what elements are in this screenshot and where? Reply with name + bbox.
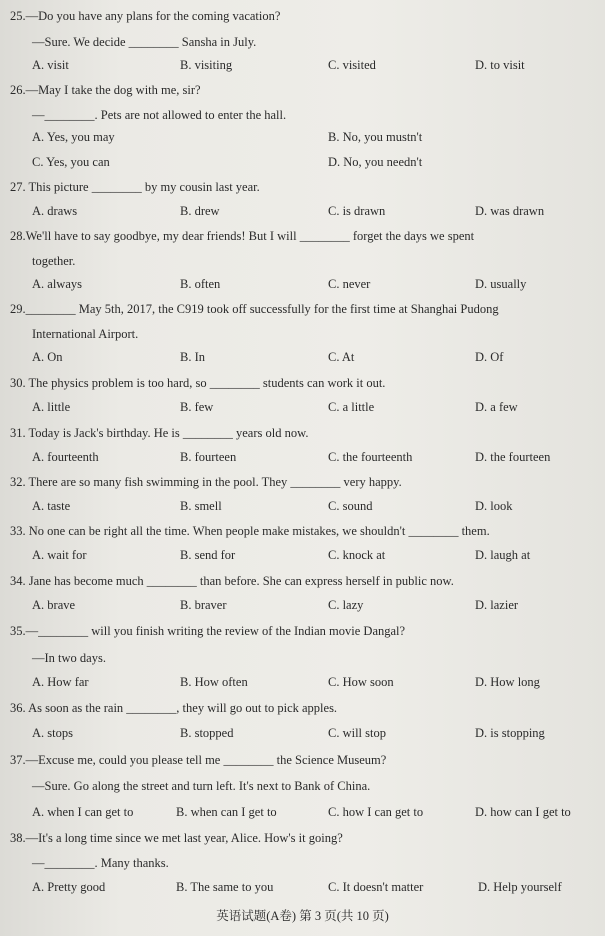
question-28-line-1: We'll have to say goodbye, my dear friends! But I will ________ forget the days we spent <box>25 229 475 243</box>
page-footer: 英语试题(A卷) 第 3 页(共 10 页) <box>216 909 389 923</box>
question-32-option-d[interactable]: D. look <box>475 499 513 513</box>
question-27-option-d[interactable]: D. was drawn <box>475 204 545 218</box>
question-29-stem: 29.________ May 5th, 2017, the C919 took off successfully for the first time at Shanghai Pudong <box>10 302 499 316</box>
question-30-option-b[interactable]: B. few <box>180 400 214 414</box>
question-26-line-1: —May I take the dog with me, sir? <box>25 83 201 97</box>
question-32-option-c[interactable]: C. sound <box>328 499 373 513</box>
question-26-option-d[interactable]: D. No, you needn't <box>328 155 423 169</box>
question-36-option-c[interactable]: C. will stop <box>328 726 386 740</box>
question-29-line-2: International Airport. <box>32 327 139 341</box>
question-29-option-c[interactable]: C. At <box>328 350 355 364</box>
question-36-option-d[interactable]: D. is stopping <box>475 726 545 740</box>
question-34-stem: 34. Jane has become much ________ than before. She can express herself in public now. <box>10 574 454 588</box>
question-29-option-b[interactable]: B. In <box>180 350 205 364</box>
question-38-option-c[interactable]: C. It doesn't matter <box>328 880 424 894</box>
question-36-line-1: As soon as the rain ________, they will go out to pick apples. <box>28 701 338 715</box>
question-30-option-d[interactable]: D. a few <box>475 400 518 414</box>
question-25-line-2: —Sure. We decide ________ Sansha in July. <box>32 35 257 49</box>
question-25-option-d[interactable]: D. to visit <box>475 58 525 72</box>
question-37-option-a[interactable]: A. when I can get to <box>32 805 134 819</box>
question-32-stem: 32. There are so many fish swimming in the pool. They ________ very happy. <box>10 475 402 489</box>
question-26-option-a[interactable]: A. Yes, you may <box>32 130 115 144</box>
question-26-option-c[interactable]: C. Yes, you can <box>32 155 110 169</box>
question-33-option-b[interactable]: B. send for <box>180 548 236 562</box>
question-28-option-b[interactable]: B. often <box>180 277 221 291</box>
question-38-line-2: —________. Many thanks. <box>32 856 169 870</box>
question-35-option-c[interactable]: C. How soon <box>328 675 394 689</box>
question-34-option-a[interactable]: A. brave <box>32 598 76 612</box>
question-31-option-a[interactable]: A. fourteenth <box>32 450 99 464</box>
question-35-line-1: —________ will you finish writing the review of the Indian movie Dangal? <box>25 624 406 638</box>
question-35-option-d[interactable]: D. How long <box>475 675 540 689</box>
question-33-option-c[interactable]: C. knock at <box>328 548 386 562</box>
question-35-option-a[interactable]: A. How far <box>32 675 89 689</box>
question-27-option-c[interactable]: C. is drawn <box>328 204 386 218</box>
question-28-option-c[interactable]: C. never <box>328 277 371 291</box>
question-27-line-1: This picture ________ by my cousin last year. <box>28 180 260 194</box>
question-27-stem: 27. This picture ________ by my cousin last year. <box>10 180 260 194</box>
question-25-line-1: —Do you have any plans for the coming vacation? <box>25 9 281 23</box>
question-29-option-a[interactable]: A. On <box>32 350 63 364</box>
question-37-line-2: —Sure. Go along the street and turn left. It's next to Bank of China. <box>32 779 371 793</box>
question-32-option-a[interactable]: A. taste <box>32 499 71 513</box>
question-33-stem: 33. No one can be right all the time. When people make mistakes, we shouldn't ________ them. <box>10 524 490 538</box>
question-37-option-c[interactable]: C. how I can get to <box>328 805 424 819</box>
question-30-line-1: The physics problem is too hard, so ________ students can work it out. <box>28 376 386 390</box>
question-36-option-a[interactable]: A. stops <box>32 726 73 740</box>
question-38-option-a[interactable]: A. Pretty good <box>32 880 106 894</box>
question-38-line-1: —It's a long time since we met last year, Alice. How's it going? <box>25 831 343 845</box>
question-30-stem: 30. The physics problem is too hard, so ________ students can work it out. <box>10 376 386 390</box>
question-31-option-c[interactable]: C. the fourteenth <box>328 450 413 464</box>
question-28-option-a[interactable]: A. always <box>32 277 82 291</box>
question-37-stem: 37.—Excuse me, could you please tell me ________ the Science Museum? <box>10 753 387 767</box>
question-38-option-d[interactable]: D. Help yourself <box>478 880 562 894</box>
question-34-option-c[interactable]: C. lazy <box>328 598 364 612</box>
question-35-line-2: —In two days. <box>32 651 106 665</box>
question-27-option-a[interactable]: A. draws <box>32 204 78 218</box>
question-26-stem: 26.—May I take the dog with me, sir? <box>10 83 201 97</box>
question-26-line-2: —________. Pets are not allowed to enter the hall. <box>32 108 287 122</box>
question-25-option-a[interactable]: A. visit <box>32 58 69 72</box>
question-29-option-d[interactable]: D. Of <box>475 350 504 364</box>
question-35-option-b[interactable]: B. How often <box>180 675 248 689</box>
question-25-stem: 25.—Do you have any plans for the coming vacation? <box>10 9 281 23</box>
question-36-option-b[interactable]: B. stopped <box>180 726 234 740</box>
question-26-option-b[interactable]: B. No, you mustn't <box>328 130 423 144</box>
question-31-stem: 31. Today is Jack's birthday. He is ________ years old now. <box>10 426 309 440</box>
question-35-stem: 35.—________ will you finish writing the review of the Indian movie Dangal? <box>10 624 406 638</box>
question-25-option-b[interactable]: B. visiting <box>180 58 233 72</box>
question-34-option-b[interactable]: B. braver <box>180 598 227 612</box>
question-28-option-d[interactable]: D. usually <box>475 277 527 291</box>
question-36-stem: 36. As soon as the rain ________, they will go out to pick apples. <box>10 701 338 715</box>
question-38-stem: 38.—It's a long time since we met last year, Alice. How's it going? <box>10 831 343 845</box>
question-38-option-b[interactable]: B. The same to you <box>176 880 274 894</box>
question-28-line-2: together. <box>32 254 76 268</box>
question-31-option-d[interactable]: D. the fourteen <box>475 450 551 464</box>
question-37-option-b[interactable]: B. when can I get to <box>176 805 277 819</box>
question-30-option-a[interactable]: A. little <box>32 400 71 414</box>
question-31-line-1: Today is Jack's birthday. He is ________ years old now. <box>28 426 309 440</box>
question-25-option-c[interactable]: C. visited <box>328 58 376 72</box>
question-29-line-1: ________ May 5th, 2017, the C919 took off successfully for the first time at Shanghai Pudong <box>25 302 499 316</box>
question-31-option-b[interactable]: B. fourteen <box>180 450 237 464</box>
question-32-line-1: There are so many fish swimming in the pool. They ________ very happy. <box>28 475 402 489</box>
question-34-option-d[interactable]: D. lazier <box>475 598 519 612</box>
question-27-option-b[interactable]: B. drew <box>180 204 220 218</box>
question-37-line-1: —Excuse me, could you please tell me ________ the Science Museum? <box>25 753 387 767</box>
question-32-option-b[interactable]: B. smell <box>180 499 222 513</box>
question-37-option-d[interactable]: D. how can I get to <box>475 805 571 819</box>
question-33-line-1: No one can be right all the time. When people make mistakes, we shouldn't ________ them. <box>28 524 490 538</box>
question-33-option-a[interactable]: A. wait for <box>32 548 87 562</box>
question-33-option-d[interactable]: D. laugh at <box>475 548 531 562</box>
question-30-option-c[interactable]: C. a little <box>328 400 375 414</box>
question-28-stem: 28.We'll have to say goodbye, my dear friends! But I will ________ forget the days we spent <box>10 229 475 243</box>
question-34-line-1: Jane has become much ________ than before. She can express herself in public now. <box>28 574 454 588</box>
